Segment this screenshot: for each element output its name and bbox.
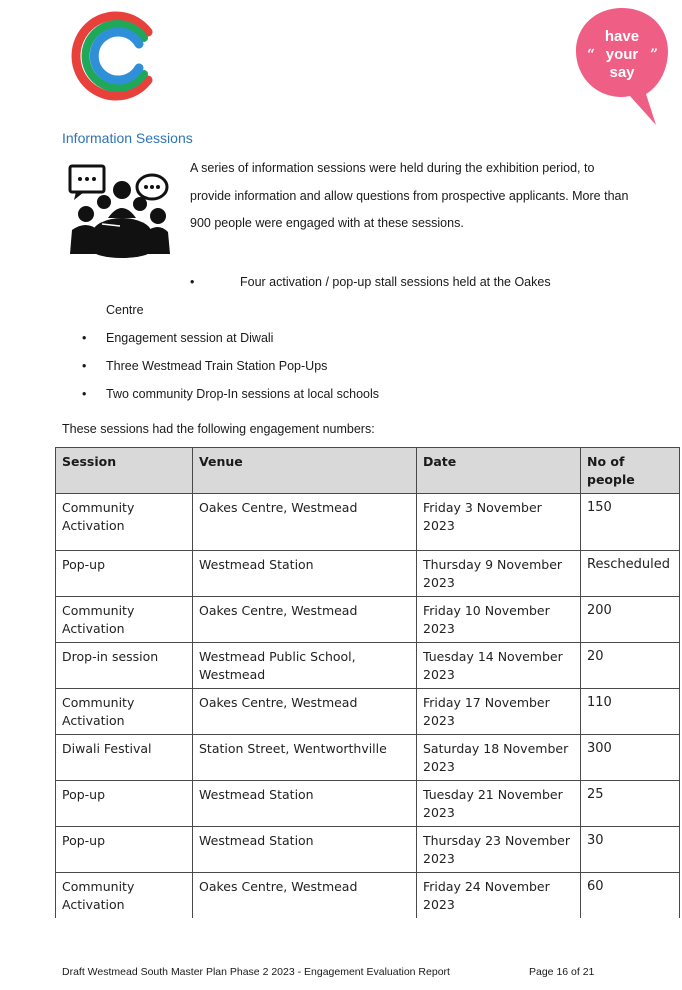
bullet-dot-icon: • (82, 331, 87, 345)
cell-people: 300 (581, 735, 680, 781)
cell-session: Diwali Festival (56, 735, 193, 781)
bullet-list (82, 328, 379, 412)
cell-people: 25 (581, 781, 680, 827)
bullet-dot-icon: • (82, 387, 87, 401)
bullet-text: Three Westmead Train Station Pop-Ups (106, 359, 328, 373)
table-row (56, 643, 680, 689)
table-row (56, 551, 680, 597)
cell-venue: Westmead Station (193, 551, 417, 597)
table-row (56, 494, 680, 551)
cell-people: 60 (581, 873, 680, 919)
section-heading: Information Sessions (62, 130, 193, 146)
svg-text:“: “ (587, 47, 596, 63)
table-row (56, 735, 680, 781)
bullet-text: Two community Drop-In sessions at local schools (106, 387, 380, 401)
meeting-group-icon (66, 162, 174, 260)
header-venue: Venue (193, 448, 417, 494)
cell-people: 150 (581, 494, 680, 551)
cell-session: Pop-up (56, 551, 193, 597)
cell-venue: Westmead Station (193, 781, 417, 827)
cell-session: Community Activation (56, 494, 193, 551)
badge-line-2: your (605, 46, 639, 63)
svg-text:”: ” (650, 47, 659, 63)
cell-venue: Oakes Centre, Westmead (193, 494, 417, 551)
cell-venue: Oakes Centre, Westmead (193, 597, 417, 643)
badge-line-3: say (609, 64, 635, 81)
table-header-row (56, 448, 680, 494)
intro-paragraph: A series of information sessions were held during the exhibition period, to provide information and allow questions from prospective applicants. More than 900 people were engaged with at these sessions. (190, 161, 629, 230)
cell-date: Saturday 18 November 2023 (417, 735, 581, 781)
cell-session: Drop-in session (56, 643, 193, 689)
cell-people: 110 (581, 689, 680, 735)
cell-people: 20 (581, 643, 680, 689)
table-row (56, 873, 680, 919)
bullet-item (82, 384, 379, 412)
header-people: No of people (581, 448, 680, 494)
cell-date: Tuesday 14 November 2023 (417, 643, 581, 689)
bullet-dot-icon: • (82, 359, 87, 373)
footer-page-number: Page 16 of 21 (529, 966, 595, 978)
footer-title: Draft Westmead South Master Plan Phase 2 2023 - Engagement Evaluation Report (62, 966, 450, 978)
cell-date: Friday 3 November 2023 (417, 494, 581, 551)
cell-date: Thursday 9 November 2023 (417, 551, 581, 597)
bullet-item (82, 328, 379, 356)
cell-session: Community Activation (56, 873, 193, 919)
cell-session: Community Activation (56, 597, 193, 643)
cell-people: Rescheduled (581, 551, 680, 597)
cell-venue: Westmead Public School, Westmead (193, 643, 417, 689)
cell-people: 200 (581, 597, 680, 643)
cell-people: 30 (581, 827, 680, 873)
engagement-table (55, 447, 680, 918)
have-your-say-icon (572, 4, 672, 126)
table-row (56, 781, 680, 827)
cell-venue: Station Street, Wentworthville (193, 735, 417, 781)
cell-session: Pop-up (56, 781, 193, 827)
have-your-say-logo (572, 4, 672, 126)
cell-date: Friday 10 November 2023 (417, 597, 581, 643)
table-row (56, 827, 680, 873)
bullet-item (82, 356, 379, 384)
cell-session: Pop-up (56, 827, 193, 873)
cell-date: Friday 17 November 2023 (417, 689, 581, 735)
bullet-text: Engagement session at Diwali (106, 331, 274, 345)
cell-session: Community Activation (56, 689, 193, 735)
cell-venue: Westmead Station (193, 827, 417, 873)
table-row (56, 597, 680, 643)
cell-date: Tuesday 21 November 2023 (417, 781, 581, 827)
bullet-dot-icon: • (190, 275, 195, 289)
table-row (56, 689, 680, 735)
cell-venue: Oakes Centre, Westmead (193, 873, 417, 919)
bullet-text: Four activation / pop-up stall sessions held at the Oakes (240, 275, 551, 289)
cell-date: Thursday 23 November 2023 (417, 827, 581, 873)
table-intro: These sessions had the following engagement numbers: (62, 422, 375, 436)
cell-date: Friday 24 November 2023 (417, 873, 581, 919)
header-date: Date (417, 448, 581, 494)
header-session: Session (56, 448, 193, 494)
council-logo-icon (62, 4, 160, 108)
cell-venue: Oakes Centre, Westmead (193, 689, 417, 735)
badge-line-1: have (604, 28, 640, 45)
bullet-continuation: Centre (106, 303, 144, 317)
